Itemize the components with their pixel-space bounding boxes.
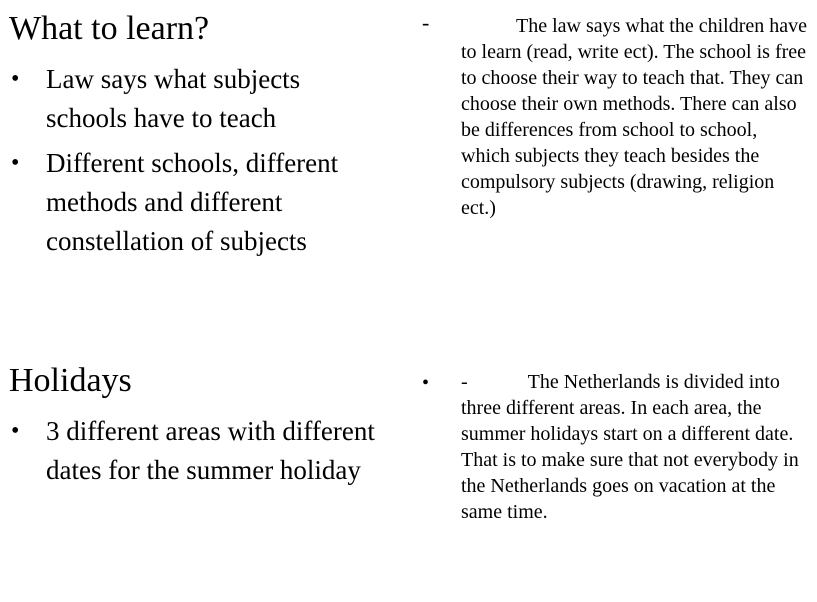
bullet-list	[8, 60, 380, 267]
section-title: Holidays	[9, 362, 132, 399]
note-marker: •	[422, 372, 430, 394]
note-lead-dash: -	[461, 371, 468, 393]
note-text: The Netherlands is divided into three different areas. In each area, the summer holidays start on a different date. That is to make sure that not everybody in the Netherlands goes on vacation at the same time.	[461, 371, 799, 523]
note-paragraph	[461, 369, 811, 525]
bullet-item: • Law says what subjects schools have to teach	[8, 60, 380, 138]
note-paragraph	[461, 13, 811, 221]
bullet-item: • 3 different areas with different dates for the summer holiday	[8, 412, 380, 490]
note-marker: -	[422, 10, 430, 35]
bullet-list	[8, 412, 380, 496]
note-text: The law says what the children have to learn (read, write ect). The school is free to choose their way to teach that. They can choose their own methods. There can also be differences from school to school, which subjects they teach besides the compulsory subjects (drawing, religion ect.)	[461, 15, 808, 219]
section-title: What to learn?	[9, 10, 210, 47]
bullet-item: • Different schools, different methods and different constellation of subjects	[8, 144, 380, 261]
